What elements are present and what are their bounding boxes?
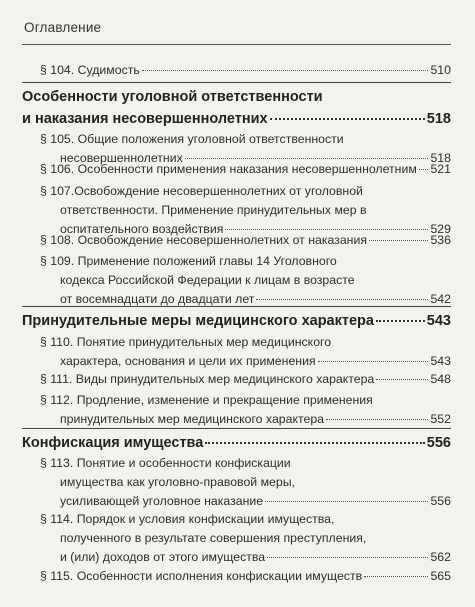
toc-section-juvenile[interactable] [22, 82, 451, 130]
toc-entry-text: § 107.Освобождение несовершеннолетних от уголовной [40, 184, 363, 198]
section-title-line: Принудительные меры медицинского характера [22, 313, 374, 329]
toc-entry-text: § 111. Виды принудительных мер медицинского характера [40, 372, 375, 386]
toc-page-number: 518 [430, 151, 451, 165]
toc-page-number: 552 [430, 412, 451, 426]
toc-page-number: 542 [430, 292, 451, 306]
toc-entry-111[interactable] [22, 370, 451, 389]
toc-entry-text: имущества как уголовно-правовой меры, [60, 475, 295, 489]
toc-entry-108[interactable] [22, 231, 451, 250]
leader-dots [205, 442, 424, 444]
leader-dots [376, 320, 425, 322]
toc-entry-112[interactable] [22, 391, 451, 429]
section-rule [22, 428, 451, 429]
toc-entry-text: полученного в результате совершения преступления, [60, 531, 367, 545]
leader-dots [142, 70, 429, 71]
toc-entry-text: § 113. Понятие и особенности конфискации [40, 456, 291, 470]
leader-dots [265, 501, 428, 502]
toc-entry-113[interactable] [22, 454, 451, 511]
section-page-number: 518 [426, 111, 451, 127]
toc-entry-106[interactable] [22, 160, 451, 179]
leader-dots [225, 229, 428, 230]
page-header-title: Оглавление [24, 20, 102, 35]
section-page-number: 543 [426, 313, 451, 329]
toc-entry-text: § 112. Продление, изменение и прекращение применения [40, 393, 373, 407]
toc-page-number: 510 [430, 63, 451, 77]
section-rule [22, 306, 451, 307]
toc-entry-text: § 106. Особенности применения наказания несовершеннолетним [40, 162, 417, 176]
leader-dots [369, 240, 428, 241]
toc-entry-text: § 108. Освобождение несовершеннолетних от наказания [40, 233, 367, 247]
leader-dots [270, 118, 425, 120]
toc-entry-text: § 110. Понятие принудительных мер медицинского [40, 335, 332, 349]
toc-entry-text: ответственности. Применение принудительных мер в [60, 203, 367, 217]
section-title-line: Особенности уголовной ответственности [22, 89, 323, 105]
toc-page-number: 529 [430, 222, 451, 236]
section-page-number: 556 [426, 435, 451, 451]
toc-entry-text: § 114. Порядок и условия конфискации имущества, [40, 512, 335, 526]
section-rule [22, 82, 451, 83]
toc-entry-text: принудительных мер медицинского характера [60, 412, 324, 426]
toc-entry-text: § 105. Общие положения уголовной ответственности [40, 132, 344, 146]
toc-entry-104[interactable] [22, 61, 451, 80]
toc-entry-114[interactable] [22, 510, 451, 567]
toc-entry-115[interactable] [22, 567, 451, 586]
toc-entry-110[interactable] [22, 333, 451, 371]
leader-dots [419, 169, 429, 170]
leader-dots [267, 557, 428, 558]
toc-entry-text: и (или) доходов от этого имущества [60, 550, 266, 564]
section-title-line: Конфискация имущества [22, 435, 204, 451]
leader-dots [318, 361, 429, 362]
toc-entry-109[interactable] [22, 252, 451, 309]
toc-entry-text: § 115. Особенности исполнения конфискации имуществ [40, 569, 363, 583]
toc-entry-text: от восемнадцати до двадцати лет [60, 292, 255, 306]
leader-dots [376, 379, 428, 380]
toc-section-confiscation[interactable] [22, 428, 451, 454]
toc-entry-text: несовершеннолетних [60, 151, 183, 165]
toc-page-number: 536 [430, 233, 451, 247]
toc-entry-text: характера, основания и цели их применения [60, 354, 316, 368]
toc-page-number: 556 [430, 494, 451, 508]
toc-entry-text: § 104. Судимость [40, 63, 140, 77]
leader-dots [256, 299, 428, 300]
section-title-line: и наказания несовершеннолетних [22, 111, 268, 127]
toc-page-number: 562 [430, 550, 451, 564]
leader-dots [364, 576, 428, 577]
toc-entry-text: оспитательного воздействия [60, 222, 224, 236]
toc-page-number: 543 [430, 354, 451, 368]
toc-page-number: 548 [430, 372, 451, 386]
toc-entry-text: кодекса Российской Федерации к лицам в возрасте [60, 273, 355, 287]
header-rule [22, 44, 451, 45]
toc-section-medical[interactable] [22, 306, 451, 332]
leader-dots [185, 158, 429, 159]
toc-page-number: 521 [430, 162, 451, 176]
leader-dots [326, 419, 428, 420]
toc-entry-text: § 109. Применение положений главы 14 Уголовного [40, 254, 337, 268]
toc-page-number: 565 [430, 569, 451, 583]
toc-entry-text: усиливающей уголовное наказание [60, 494, 264, 508]
